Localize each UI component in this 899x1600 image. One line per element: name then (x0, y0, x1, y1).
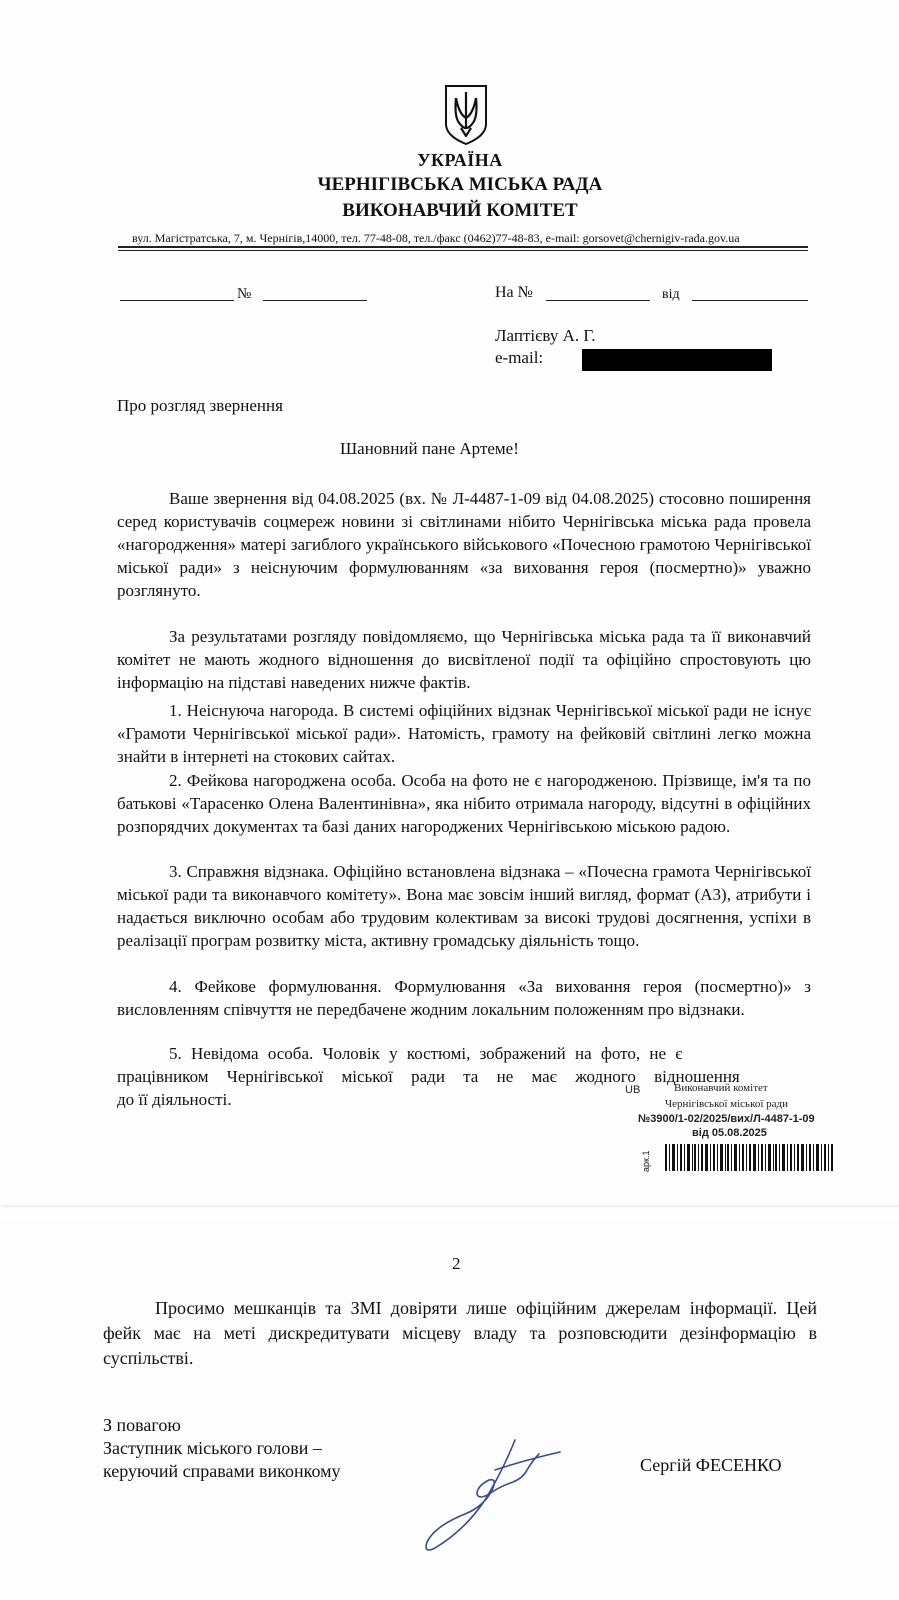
stamp-registration-date: від 05.08.2025 (692, 1127, 767, 1139)
stamp-org-line-2: Чернігівської міської ради (665, 1098, 789, 1110)
outgoing-number-label: № (237, 286, 252, 302)
subject-line: Про розгляд звернення (117, 396, 283, 415)
incoming-date-label: від (662, 287, 680, 302)
stamp-sheet-label: арк.1 (641, 1150, 651, 1172)
stamp-registration-number: №3900/1-02/2025/вих/Л-4487-1-09 (638, 1113, 815, 1125)
barcode (665, 1144, 833, 1171)
fact-item-1: 1. Неіснуюча нагорода. В системі офіційних відзнак Чернігівської міської ради не існує «Грамоти Чернігівської міської ради». Натомість, грамоту на фейковій світлині легко можна знайти в інтернеті на стокових сайтах. (117, 701, 811, 766)
handwritten-signature-icon (405, 1430, 575, 1560)
fact-item-2: 2. Фейкова нагороджена особа. Особа на фото не є нагородженою. Прізвище, ім'я та по батькові «Тарасенко Олена Валентинівна», яка нібито отримала нагороду, відсутні в офіційних розпорядчих документах та базі даних нагороджених Чернігівською міською радою. (117, 771, 811, 836)
letterhead-rule-thick (118, 246, 808, 248)
closing-appeal-paragraph: Просимо мешканців та ЗМІ довіряти лише офіційним джерелам інформації. Цей фейк має на меті дискредитувати місцеву владу та розповсюдити дезінформацію в суспільстві. (103, 1298, 817, 1368)
fact-item-5-line-1: 5. Невідома особа. Чоловік у костюмі, зображений на фото, не є (169, 1044, 683, 1063)
committee-heading: ВИКОНАВЧИЙ КОМІТЕТ (342, 200, 578, 221)
outgoing-date-line (120, 300, 234, 301)
fact-item-5-line-3: до її діяльності. (117, 1090, 232, 1109)
stamp-org-line-1: Виконавчий комітет (674, 1082, 768, 1094)
stamp-ub: UB (625, 1084, 641, 1096)
country-heading: УКРАЇНА (417, 150, 503, 170)
signer-position-line-2: керуючий справами виконкому (103, 1461, 341, 1481)
signer-position-line-1: Заступник міського голови – (103, 1438, 322, 1458)
council-heading: ЧЕРНІГІВСЬКА МІСЬКА РАДА (317, 174, 603, 195)
addressee-name: Лаптієву А. Г. (495, 326, 596, 345)
page-number: 2 (452, 1254, 461, 1273)
signer-name: Сергій ФЕСЕНКО (640, 1455, 782, 1475)
trident-coat-of-arms-icon (443, 84, 489, 146)
redacted-email-block (582, 349, 772, 371)
letterhead-rule-thin (118, 250, 808, 251)
fact-item-3: 3. Справжня відзнака. Офіційно встановлена відзнака – «Почесна грамота Чернігівської міської ради та виконавчого комітету». Вона має зовсім інший вигляд, формат (А3), атрибути і надається виключно особам або трудовим колективам за високі трудові досягнення, успіхи в реалізації програм розвитку міста, активну громадську діяльність тощо. (117, 862, 811, 950)
incoming-date-line (692, 300, 808, 301)
fact-item-5-line-2: працівником Чернігівської міської ради та не має жодного відношення (117, 1067, 740, 1086)
incoming-number-label: На № (495, 284, 533, 301)
body-paragraph-1: Ваше звернення від 04.08.2025 (вх. № Л-4487-1-09 від 04.08.2025) стосовно поширення серед користувачів соцмереж новини зі світлинами нібито Чернігівська міська рада провела «нагородження» матері загиблого українського військового «Почесною грамотою Чернігівської міської ради» з неіснуючим формулюванням «за виховання героя (посмертно)» уважно розглянуто. (117, 489, 811, 600)
fact-item-4: 4. Фейкове формулювання. Формулювання «За виховання героя (посмертно)» з висловленням співчуття не передбачене жодним локальним положенням про відзнаки. (117, 977, 811, 1019)
addressee-email-label: e-mail: (495, 348, 544, 367)
letterhead-address: вул. Магістратська, 7, м. Чернігів,14000, тел. 77-48-08, тел./факс (0462)77-48-83, e-mail: gorsovet@chernigiv-rada.gov.ua (132, 231, 740, 245)
outgoing-number-line (263, 300, 367, 301)
closing-regards: З повагою (103, 1415, 181, 1435)
salutation: Шановний пане Артеме! (340, 439, 519, 458)
body-paragraph-2: За результатами розгляду повідомляємо, що Чернігівська міська рада та її виконавчий комітет не мають жодного відношення до висвітленої події та офіційно спростовують цю інформацію на підставі наведених нижче фактів. (117, 627, 811, 692)
incoming-number-line (546, 300, 650, 301)
